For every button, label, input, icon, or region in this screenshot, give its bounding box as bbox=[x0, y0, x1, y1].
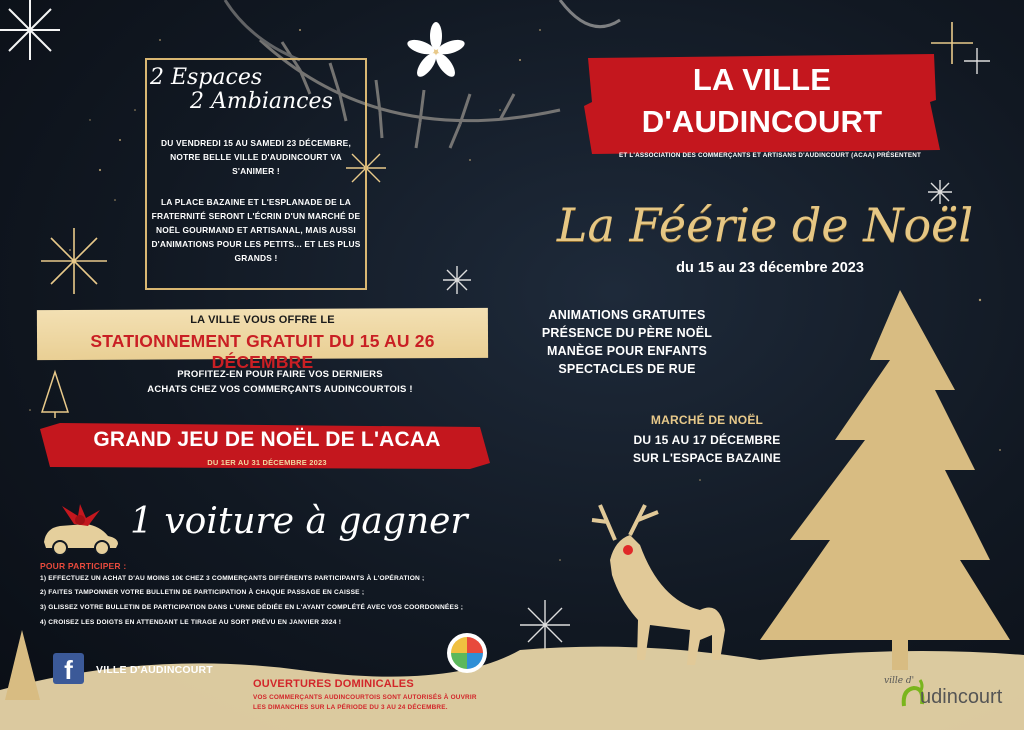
activity-item: ANIMATIONS GRATUITES bbox=[548, 308, 706, 322]
activity-item: PRÉSENCE DU PÈRE NOËL bbox=[541, 326, 713, 340]
participate-step: 3) GLISSEZ VOTRE BULLETIN DE PARTICIPATION DANS L'URNE DÉDIÉE EN L'AYANT COMPLÉTÉ AVEC VOS COORDONNÉES ; bbox=[40, 604, 464, 611]
snowflake-icon bbox=[0, 0, 60, 60]
panel-title-line2: 2 Ambiances bbox=[190, 89, 333, 114]
participate-step: 2) FAITES TAMPONNER VOTRE BULLETIN DE PARTICIPATION À CHAQUE PASSAGE EN CAISSE ; bbox=[40, 589, 365, 596]
event-dates: du 15 au 23 décembre 2023 bbox=[676, 260, 864, 276]
car-gift-icon bbox=[38, 498, 122, 558]
activity-item: MANÈGE POUR ENFANTS bbox=[546, 344, 708, 358]
reindeer-decoration bbox=[592, 505, 725, 665]
sunday-openings-text: VOS COMMERÇANTS AUDINCOURTOIS SONT AUTORISÉS À OUVRIR LES DIMANCHES SUR LA PÉRIODE DU 3 AU 24 DÉCEMBRE. bbox=[253, 694, 477, 711]
reindeer-nose bbox=[623, 545, 633, 555]
city-title-line2: D'AUDINCOURT bbox=[641, 104, 883, 139]
activity-item: SPECTACLES DE RUE bbox=[558, 362, 696, 376]
participate-step: 1) EFFECTUEZ UN ACHAT D'AU MOINS 10€ CHEZ 3 COMMERÇANTS DIFFÉRENTS PARTICIPANTS À L'OPÉRATION ; bbox=[40, 575, 425, 582]
event-title: La Féérie de Noël bbox=[556, 198, 974, 252]
snow-ground bbox=[0, 647, 1024, 730]
parking-subtext-line2: ACHATS CHEZ VOS COMMERÇANTS AUDINCOURTOIS ! bbox=[147, 384, 413, 395]
panel-text-details: LA PLACE BAZAINE ET L'ESPLANADE DE LA FRATERNITÉ SERONT L'ÉCRIN D'UN MARCHÉ DE NOËL GOURMAND ET ARTISANAL, MAIS AUSSI D'ANIMATIONS POUR LES PETITS... ET LES PLUS GRANDS ! bbox=[151, 197, 361, 263]
facebook-icon[interactable]: f bbox=[53, 653, 84, 684]
contest-title: GRAND JEU DE NOËL DE L'ACAA bbox=[93, 428, 441, 451]
acaa-logo-icon bbox=[446, 632, 488, 674]
participate-step: 4) CROISEZ LES DOIGTS EN ATTENDANT LE TIRAGE AU SORT PRÉVU EN JANVIER 2024 ! bbox=[40, 619, 342, 626]
contest-dates: DU 1ER AU 31 DÉCEMBRE 2023 bbox=[207, 458, 327, 467]
logo-prefix: ville d' bbox=[884, 676, 915, 686]
city-title-line1: LA VILLE bbox=[692, 62, 832, 97]
market-details bbox=[597, 431, 817, 467]
logo-wordmark: udincourt bbox=[920, 686, 1003, 708]
christmas-tree-decoration bbox=[760, 290, 1010, 670]
parking-intro: LA VILLE VOUS OFFRE LE bbox=[190, 314, 335, 326]
flower-icon bbox=[406, 22, 467, 80]
panel-title bbox=[148, 66, 368, 114]
prize-headline: 1 voiture à gagner bbox=[130, 501, 468, 542]
market-location: SUR L'ESPACE BAZAINE bbox=[633, 451, 781, 465]
snowflake-icon bbox=[41, 228, 107, 294]
facebook-label[interactable]: VILLE D'AUDINCOURT bbox=[96, 664, 213, 676]
sunday-openings-title: OUVERTURES DOMINICALES bbox=[253, 678, 414, 690]
participate-title: POUR PARTICIPER : bbox=[40, 561, 127, 571]
parking-subtext bbox=[70, 367, 490, 397]
christmas-tree-icon bbox=[42, 372, 68, 418]
panel-text-intro: DU VENDREDI 15 AU SAMEDI 23 DÉCEMBRE, NOTRE BELLE VILLE D'AUDINCOURT VA S'ANIMER ! bbox=[161, 138, 351, 176]
market-title: MARCHÉ DE NOËL bbox=[650, 413, 764, 427]
parking-subtext-line1: PROFITEZ-EN POUR FAIRE VOS DERNIERS bbox=[177, 369, 383, 380]
panel-title-line1: 2 Espaces bbox=[150, 65, 263, 90]
market-dates: DU 15 AU 17 DÉCEMBRE bbox=[633, 433, 781, 447]
christmas-tree-decoration bbox=[5, 630, 40, 700]
activities-list bbox=[497, 306, 757, 378]
parking-headline: STATIONNEMENT GRATUIT DU 15 AU 26 DÉCEMBRE bbox=[90, 331, 435, 372]
presenters-line: ET L'ASSOCIATION DES COMMERÇANTS ET ARTISANS D'AUDINCOURT (ACAA) PRÉSENTENT bbox=[618, 152, 922, 159]
